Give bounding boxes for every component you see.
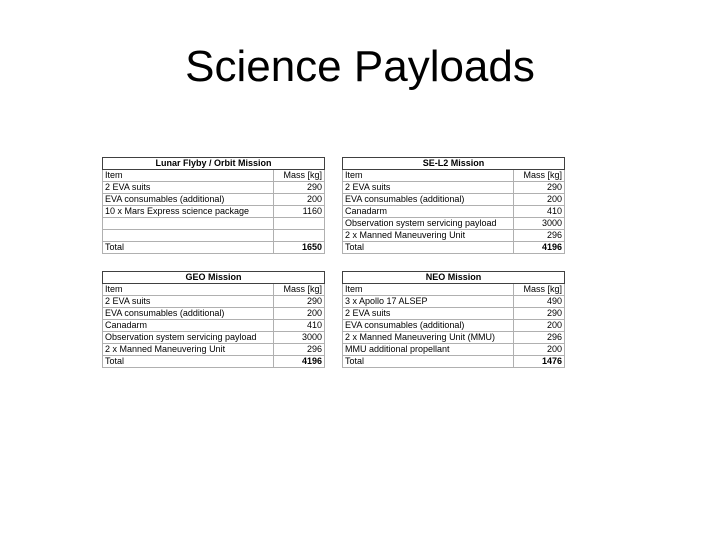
table-row [103,344,325,356]
mass-cell: 290 [274,296,325,308]
table-row [343,344,565,356]
table-row [103,218,325,230]
column-header-mass: Mass [kg] [274,284,325,296]
mass-cell: 296 [514,230,565,242]
mass-cell: 290 [274,182,325,194]
total-row [343,242,565,254]
total-row [103,242,325,254]
item-cell: Canadarm [103,320,274,332]
slide-title: Science Payloads [185,42,535,91]
table-row [343,320,565,332]
mass-cell: 290 [514,182,565,194]
table-header-row [103,170,325,182]
table-row [103,332,325,344]
total-label: Total [103,356,274,368]
item-cell: 10 x Mars Express science package [103,206,274,218]
item-cell: 2 x Manned Maneuvering Unit (MMU) [343,332,514,344]
item-cell: 2 x Manned Maneuvering Unit [103,344,274,356]
column-header-item: Item [103,284,274,296]
mass-cell: 200 [274,194,325,206]
table-row [343,308,565,320]
se-l2-mass-table [342,157,565,254]
item-cell: Canadarm [343,206,514,218]
table-header-row [343,284,565,296]
table-row [103,230,325,242]
column-header-mass: Mass [kg] [514,284,565,296]
item-cell: MMU additional propellant [343,344,514,356]
total-label: Total [343,356,514,368]
item-cell: EVA consumables (additional) [343,194,514,206]
table-row [343,296,565,308]
table-row [343,332,565,344]
item-cell: 2 EVA suits [103,182,274,194]
mass-cell: 296 [514,332,565,344]
mass-cell: 200 [274,308,325,320]
table-header-row [343,170,565,182]
mass-cell: 200 [514,320,565,332]
item-cell [103,230,274,242]
mass-cell: 1160 [274,206,325,218]
item-cell: 2 EVA suits [103,296,274,308]
item-cell: Observation system servicing payload [343,218,514,230]
total-row [343,356,565,368]
total-row [103,356,325,368]
table-row [343,206,565,218]
table-title: Lunar Flyby / Orbit Mission [103,158,325,170]
lunar-flyby-mass-table [102,157,325,254]
item-cell: 2 EVA suits [343,182,514,194]
table-row [343,194,565,206]
total-label: Total [103,242,274,254]
mass-cell [274,230,325,242]
total-value: 4196 [274,356,325,368]
total-value: 1476 [514,356,565,368]
table-row [103,308,325,320]
item-cell: 3 x Apollo 17 ALSEP [343,296,514,308]
table-header-row [103,284,325,296]
geo-mass-table [102,271,325,368]
mass-cell: 3000 [274,332,325,344]
table-row [103,206,325,218]
mass-cell: 290 [514,308,565,320]
item-cell: EVA consumables (additional) [103,308,274,320]
mass-cell: 410 [514,206,565,218]
item-cell: EVA consumables (additional) [103,194,274,206]
mass-cell: 3000 [514,218,565,230]
column-header-mass: Mass [kg] [274,170,325,182]
item-cell: 2 x Manned Maneuvering Unit [343,230,514,242]
mass-cell: 410 [274,320,325,332]
table-title: NEO Mission [343,272,565,284]
item-cell: 2 EVA suits [343,308,514,320]
column-header-mass: Mass [kg] [514,170,565,182]
table-row [103,320,325,332]
mass-cell [274,218,325,230]
neo-mass-table [342,271,565,368]
total-value: 4196 [514,242,565,254]
mass-cell: 200 [514,194,565,206]
item-cell [103,218,274,230]
item-cell: Observation system servicing payload [103,332,274,344]
table-row [343,182,565,194]
table-title: GEO Mission [103,272,325,284]
mass-cell: 296 [274,344,325,356]
table-row [103,182,325,194]
column-header-item: Item [103,170,274,182]
total-label: Total [343,242,514,254]
item-cell: EVA consumables (additional) [343,320,514,332]
table-title: SE-L2 Mission [343,158,565,170]
column-header-item: Item [343,170,514,182]
mass-cell: 200 [514,344,565,356]
mass-cell: 490 [514,296,565,308]
total-value: 1650 [274,242,325,254]
column-header-item: Item [343,284,514,296]
table-row [103,296,325,308]
table-row [343,230,565,242]
table-row [343,218,565,230]
table-row [103,194,325,206]
